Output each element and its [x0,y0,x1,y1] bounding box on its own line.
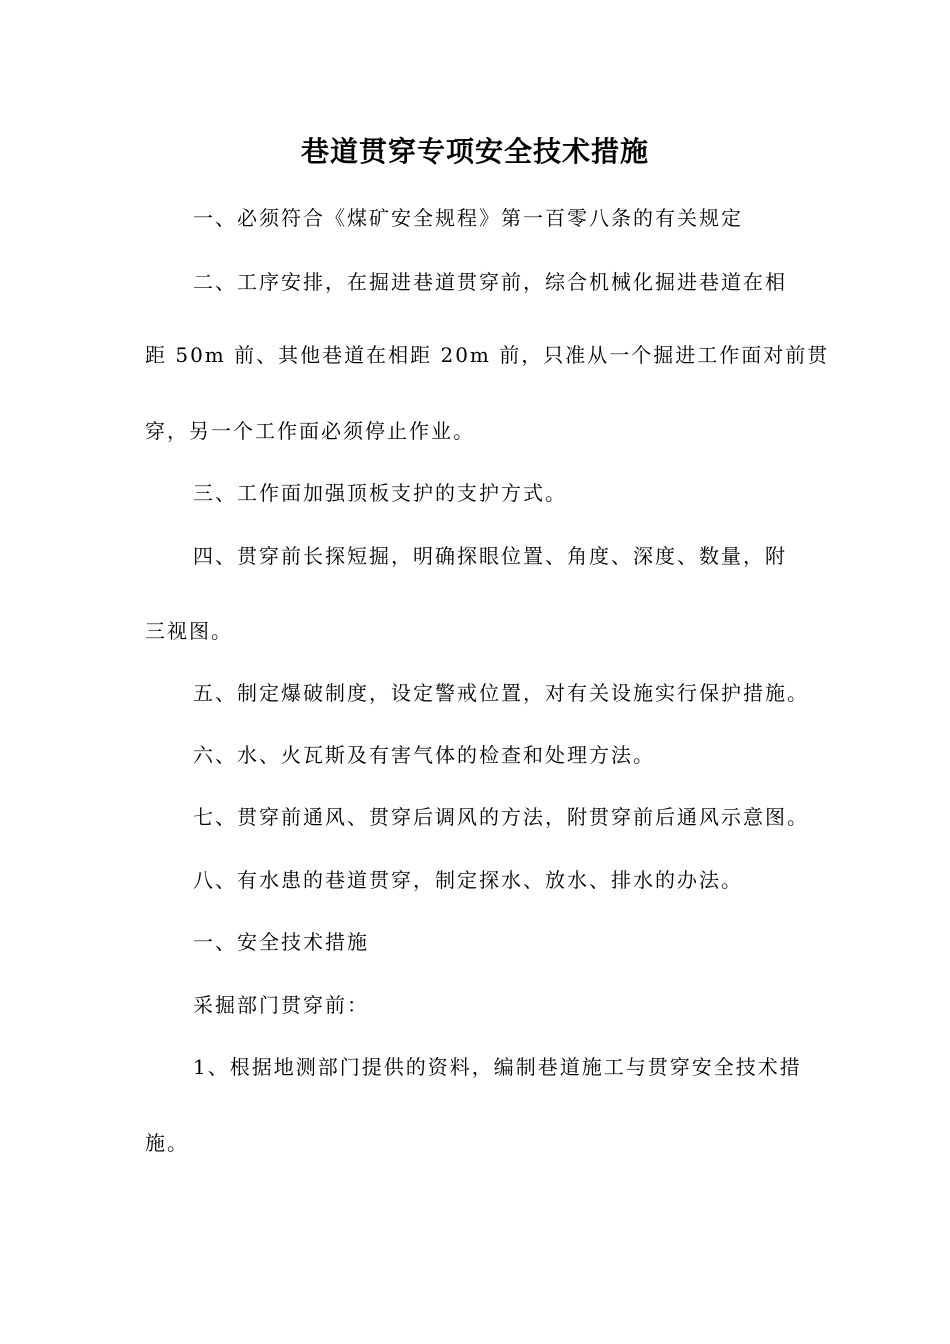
paragraph-line-1: 一、必须符合《煤矿安全规程》第一百零八条的有关规定 [193,206,743,230]
paragraph-line-14: 1、根据地测部门提供的资料，编制巷道施工与贯穿安全技术措 [193,1055,802,1079]
paragraph-line-5: 三、工作面加强顶板支护的支护方式。 [193,481,567,505]
paragraph-line-11: 八、有水患的巷道贯穿，制定探水、放水、排水的办法。 [193,868,743,892]
paragraph-line-9: 六、水、火瓦斯及有害气体的检查和处理方法。 [193,743,655,767]
paragraph-line-7: 三视图。 [145,619,233,643]
paragraph-line-4: 穿，另一个工作面必须停止作业。 [145,419,475,443]
paragraph-line-13: 采掘部门贯穿前： [193,993,369,1017]
document-title: 巷道贯穿专项安全技术措施 [300,135,649,168]
paragraph-line-3: 距 50m 前、其他巷道在相距 20m 前，只准从一个掘进工作面对前贯 [145,343,830,367]
paragraph-line-8: 五、制定爆破制度，设定警戒位置，对有关设施实行保护措施。 [193,681,809,705]
paragraph-line-10: 七、贯穿前通风、贯穿后调风的方法，附贯穿前后通风示意图。 [193,805,809,829]
paragraph-line-15: 施。 [145,1131,189,1155]
paragraph-line-6: 四、贯穿前长探短掘，明确探眼位置、角度、深度、数量，附 [193,544,787,568]
paragraph-line-12: 一、安全技术措施 [193,930,369,954]
paragraph-line-2: 二、工序安排，在掘进巷道贯穿前，综合机械化掘进巷道在相 [193,270,787,294]
